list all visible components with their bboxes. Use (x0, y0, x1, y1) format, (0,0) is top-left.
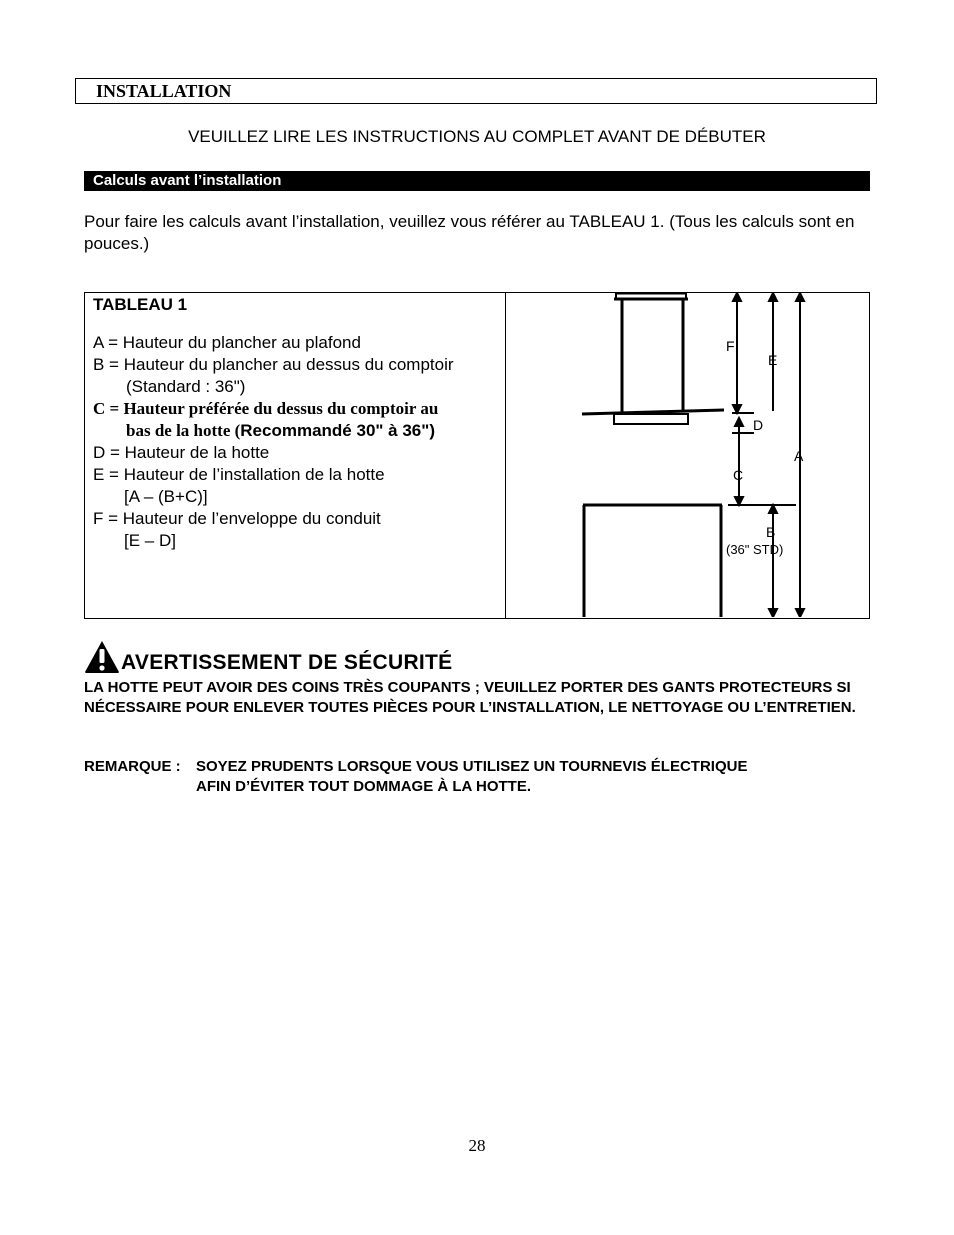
legend-c-cont-text: bas de la hotte ( (126, 421, 241, 440)
remark-line-2: AFIN D’ÉVITER TOUT DOMMAGE À LA HOTTE. (196, 778, 531, 795)
label-b: B (766, 524, 776, 540)
intro-paragraph: Pour faire les calculs avant l’installation, veuillez vous référer au TABLEAU 1. (Tous les calculs sont en pouces.) (84, 212, 855, 253)
legend-a: A = Hauteur du plancher au plafond (93, 333, 361, 352)
remark-label: REMARQUE : (84, 758, 181, 775)
label-d: D (753, 417, 764, 433)
read-instructions-notice: VEUILLEZ LIRE LES INSTRUCTIONS AU COMPLET AVANT DE DÉBUTER (188, 127, 766, 146)
label-c: C (733, 467, 744, 483)
legend-d: D = Hauteur de la hotte (93, 443, 270, 462)
legend-c-continued (93, 420, 503, 442)
dimension-arrows (728, 293, 804, 617)
label-e: E (768, 352, 778, 368)
legend-c: C = Hauteur préférée du dessus du comptoir au (93, 399, 439, 418)
hood-dimensions-diagram (506, 293, 868, 617)
label-f: F (726, 338, 735, 354)
page-number: 28 (468, 1136, 486, 1155)
legend-b-note: (Standard : 36") (126, 377, 246, 396)
warning-triangle-icon (84, 640, 120, 674)
warning-text: LA HOTTE PEUT AVOIR DES COINS TRÈS COUPANTS ; VEUILLEZ PORTER DES GANTS PROTECTEURS SI NÉCESSAIRE POUR ENLEVER TOUTES PIÈCES POUR L’INSTALLATION, LE NETTOYAGE OU L’ENTRETIEN. (84, 679, 856, 716)
legend-f: F = Hauteur de l’enveloppe du conduit (93, 509, 381, 528)
label-b-std: (36" STD) (726, 542, 784, 557)
table-title: TABLEAU 1 (93, 295, 188, 314)
subsection-title: Calculs avant l’installation (93, 172, 282, 189)
remark-line-1: SOYEZ PRUDENTS LORSQUE VOUS UTILISEZ UN TOURNEVIS ÉLECTRIQUE (196, 758, 748, 775)
legend-c-recommended: Recommandé 30" à 36") (240, 421, 435, 440)
section-title: INSTALLATION (96, 81, 232, 101)
legend-e-formula: [A – (B+C)] (124, 487, 208, 506)
label-a: A (794, 448, 804, 464)
legend-b: B = Hauteur du plancher au dessus du comptoir (93, 355, 454, 374)
section-header (75, 78, 877, 104)
warning-title: AVERTISSEMENT DE SÉCURITÉ (121, 651, 453, 674)
legend-e: E = Hauteur de l’installation de la hotte (93, 465, 385, 484)
legend-f-formula: [E – D] (124, 531, 176, 550)
subsection-header (84, 171, 870, 191)
table-legend (93, 294, 503, 552)
hood-drawing (582, 293, 724, 617)
remark-note (84, 757, 884, 797)
